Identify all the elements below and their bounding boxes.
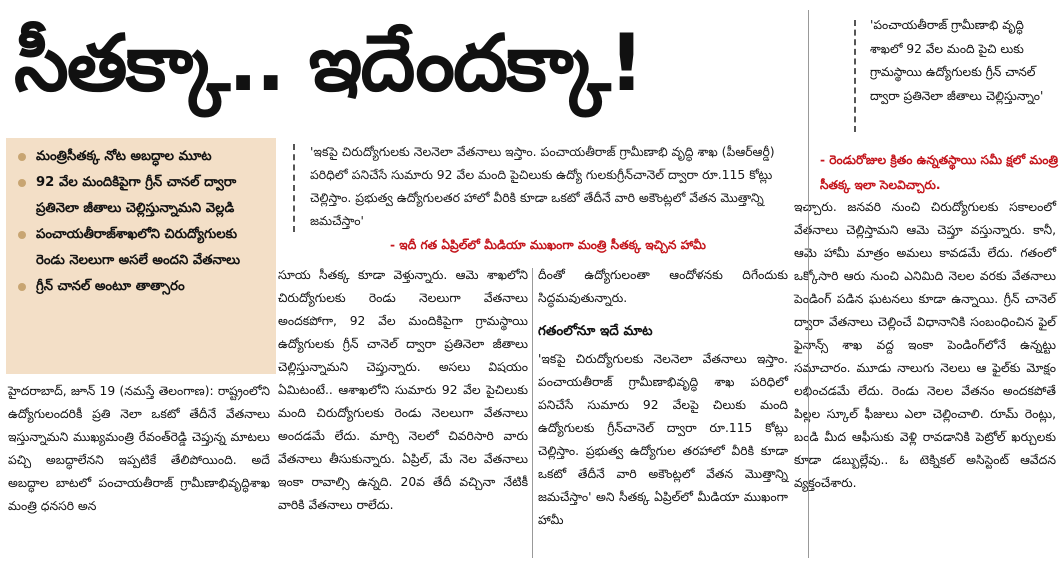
column-divider [532, 268, 533, 558]
body-column-3 [538, 264, 788, 532]
bullet-icon [18, 179, 26, 187]
highlight-text: పంచాయతీరాజ్‌శాఖలోని చిరుద్యోగులకు రెండు నెలలుగా అసలే అందని వేతనాలు [36, 227, 241, 268]
body-text: హైదరాబాద్, జూన్ 19 (నమస్తే తెలంగాణ): రాష్ట్రంలోని ఉద్యోగులందరికీ ప్రతి నెలా ఒకటో తేదీనే వేతనాలు ఇస్తున్నామని ముఖ్యమంత్రి రేవంత్‌రెడ్డి చెప్తున్న మాటలు పచ్చి అబద్ధాలేనని ఇప్పటికే తేలిపోయింది. అదే అబద్ధాల బాటలో పంచాయతీరాజ్ గ్రామీణాభివృద్ధిశాఖ మంత్రి ధనసరి అన [8, 384, 270, 513]
highlight-text: గ్రీన్ చానల్ అంటూ తాత్సారం [36, 279, 185, 294]
center-quote-attribution: - ఇదీ గత ఏప్రిల్‌లో మీడియా ముఖంగా మంత్రి సీతక్క ఇచ్చిన హామీ [390, 238, 706, 252]
highlight-item [14, 274, 270, 300]
bullet-icon [18, 153, 26, 161]
highlight-item [14, 222, 270, 274]
right-quote-text: 'పంచాయతీరాజ్ గ్రామీణాభి వృద్ధి శాఖలో 92 వేల మంది పైచి లుకు గ్రామస్థాయి ఉద్యోగులకు గ్రీన్ చానల్ ద్వారా ప్రతినెలా జీతాలు చెల్లిస్తున్నాం' [870, 18, 1044, 103]
center-quote-box [290, 136, 800, 264]
highlight-item [14, 170, 270, 222]
body-text: 'ఇకపై చిరుద్యోగులకు నెలనెలా వేతనాలు ఇస్తాం. పంచాయతీరాజ్ గ్రామీణాభివృద్ధి శాఖ పరిధిలో పనిచేసే సుమారు 92 వేలపై చిలుకు మంది ఉద్యోగులకు గ్రీన్‌చానెల్ ద్వారా రూ.115 కోట్లు చెల్లిస్తాం. ప్రభుత్వ ఉద్యోగుల తరహాలో వీరికి కూడా ఒకటో తేదీనే వారి అకౌంట్లలో వేతన మొత్తాన్ని జమచేస్తాం' అని సీతక్క ఏప్రిల్‌లో మీడియా ముఖంగా హామీ [538, 352, 788, 527]
quote-rule [854, 20, 856, 132]
body-column-1 [8, 380, 270, 518]
body-column-4 [794, 196, 1056, 495]
column-divider [808, 10, 809, 558]
highlights-box [6, 138, 276, 374]
subheading: గతంలోనూ ఇదే మాట [538, 323, 653, 339]
right-quote-attribution: - రెండురోజుల క్రితం ఉన్నతస్థాయి సమీ క్షలో మంత్రి సీతక్క ఇలా సెలవిచ్చారు. [820, 153, 1058, 192]
highlight-text: మంత్రిసీతక్క నోట అబద్ధాల మూట [36, 149, 212, 164]
right-quote-box [852, 14, 1057, 144]
center-quote-text: 'ఇకపై చిరుద్యోగులకు నెలనెలా వేతనాలు ఇస్తాం. పంచాయతీరాజ్ గ్రామీణాభి వృద్ధి శాఖ (పీఆర్‌ఆర్డీ) పరిధిలో పనిచేసే సుమారు 92 వేల మంది పైచిలుకు ఉద్యో గులకుగ్రీన్‌చానెల్ ద్వారా రూ.115 కోట్లు చెల్లిస్తాం. ప్రభుత్వ ఉద్యోగులతర హాలో వీరికి కూడా ఒకటో తేదీనే వారి అకౌంట్లలో వేతన మొత్తాన్ని జమచేస్తాం' [310, 144, 775, 228]
quote-rule [293, 144, 295, 232]
body-column-2 [278, 264, 528, 517]
body-text: ఇచ్చారు. జనవరి నుంచి చిరుద్యోగులకు సకాలంలో వేతనాలు చెల్లిస్తామని ఆమె చెప్తూ వస్తున్నారు. కానీ, ఆమె హామీ మాత్రం అమలు కావడమే లేదు. గతంలో ఒక్కోసారి ఆరు నుంచి ఎనిమిది నెలల వరకు వేతనాలు పెండింగ్ పడిన ఘటనలు కూడా ఉన్నాయి. గ్రీన్ చానెల్ ద్వారా వేతనాలు చెల్లించే విధానానికి సంబంధించిన ఫైల్ ఫైనాన్స్ శాఖ వద్ద ఇంకా పెండింగ్‌లోనే ఉన్నట్టు సమాచారం. మూడు నాలుగు నెలలు ఆ ఫైల్‌కు మోక్షం లభించడమే లేదు. రెండు నెలల వేతనం అందకపోతే పిల్లల స్కూల్ ఫీజులు ఎలా చెల్లించాలి. రూమ్ రెంట్లు, బండి మీద ఆఫీసుకు వెళ్లి రావడానికి పెట్రోల్ ఖర్చులకు కూడా డబ్బుల్లేవు.. ఓ టెక్నికల్ అసిస్టెంట్ ఆవేదన వ్యక్తంచేశారు. [794, 200, 1056, 490]
body-text: దీంతో ఉద్యోగులంతా ఆందోళనకు దిగేందుకు సిద్ధమవుతున్నారు. [538, 268, 788, 305]
headline: సీతక్కా.. ఇదేందక్కా! [14, 19, 643, 109]
highlight-item [14, 144, 270, 170]
highlight-text: 92 వేల మందికిపైగా గ్రీన్ చానల్ ద్వారా ప్రతినెలా జీతాలు చెల్లిస్తున్నామని వెల్లడి [36, 175, 237, 216]
bullet-icon [18, 231, 26, 239]
body-text: సూయ సీతక్క కూడా వెళ్తున్నారు. ఆమె శాఖలోని చిరుద్యోగులకు రెండు నెలలుగా వేతనాలు అందకపోగా, 92 వేల మందికిపైగా గ్రామస్థాయి ఉద్యోగులకు గ్రీన్ చానెల్ ద్వారా ప్రతినెలా జీతాలు చెల్లిస్తున్నామని చెప్తున్నారు. అసలు విషయం ఏమిటంటే.. ఆశాఖలోని సుమారు 92 వేల పైచిలుకు మంది చిరుద్యోగులకు రెండు నెలలుగా వేతనాలు అందడమే లేదు. మార్చి నెలలో చివరిసారి వారు వేతనాలు తీసుకున్నారు. ఏప్రిల్, మే నెల వేతనాలు ఇంకా రావాల్సి ఉన్నది. 20వ తేదీ వచ్చినా నేటికీ వారికి వేతనాలు రాలేదు. [278, 268, 528, 512]
bullet-icon [18, 283, 26, 291]
highlights-list [14, 144, 270, 300]
